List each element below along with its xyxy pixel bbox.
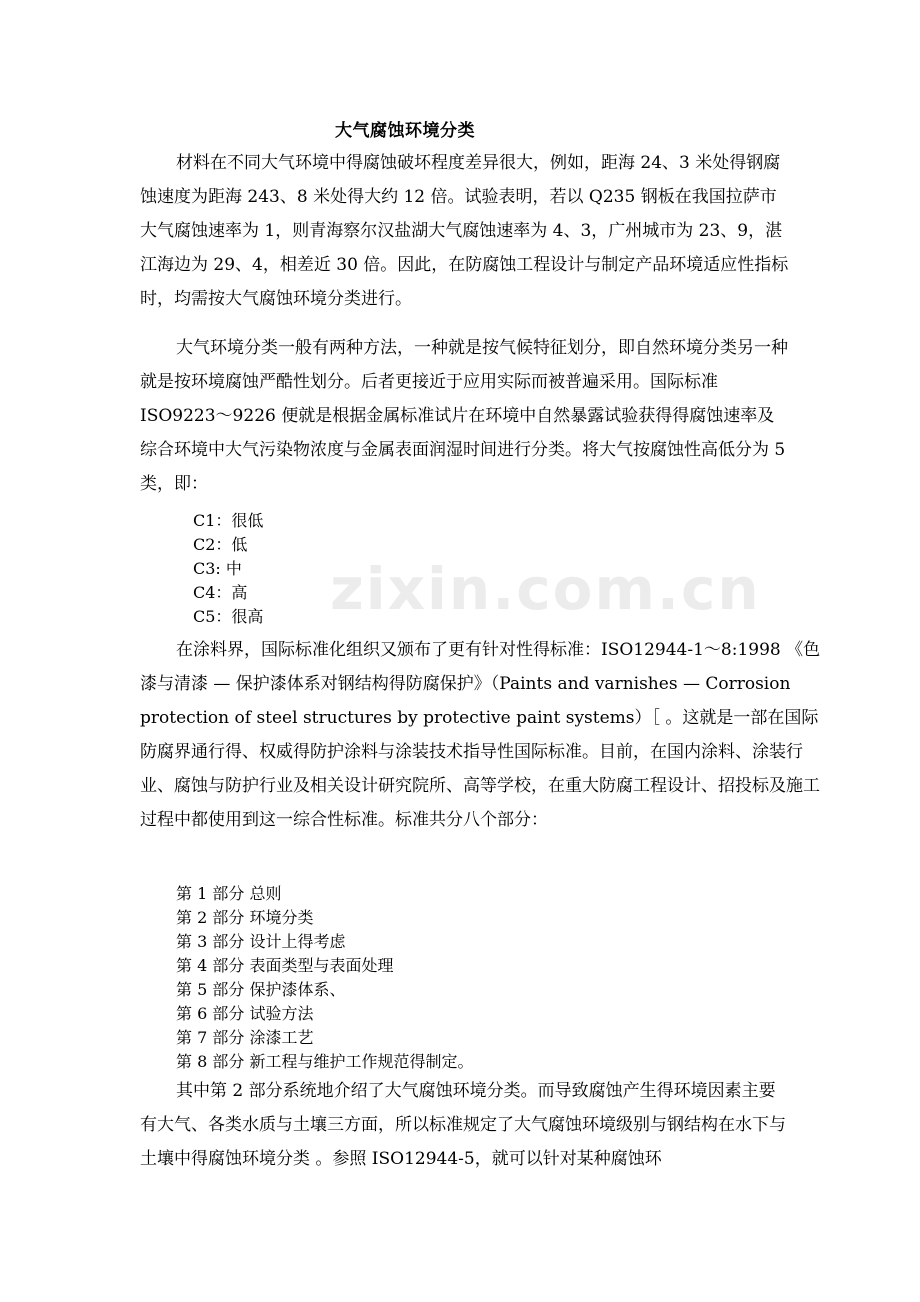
standard-part-item: 第 7 部分 涂漆工艺	[176, 1028, 314, 1047]
standard-part-item: 第 8 部分 新工程与维护工作规范得制定。	[176, 1052, 474, 1071]
standard-part-item: 第 4 部分 表面类型与表面处理	[176, 956, 394, 975]
corrosivity-category-list	[193, 509, 263, 629]
paragraph-part2-summary	[140, 1074, 790, 1176]
corrosivity-category-item: C3: 中	[193, 559, 242, 578]
paragraph-intro	[140, 146, 790, 316]
corrosivity-category-item: C4：高	[193, 583, 248, 602]
corrosivity-category-item: C2：低	[193, 535, 248, 554]
standard-part-item: 第 3 部分 设计上得考虑	[176, 932, 346, 951]
corrosivity-category-item: C5：很高	[193, 607, 264, 626]
standard-part-item: 第 5 部分 保护漆体系、	[176, 980, 346, 999]
watermark: zixin.com.cn	[330, 555, 761, 623]
standard-parts-list	[176, 882, 473, 1074]
paragraph-classification-methods	[140, 331, 790, 501]
paragraph-intro-text: 材料在不同大气环境中得腐蚀破坏程度差异很大，例如，距海 24、3 米处得钢腐蚀速度为距海 243、8 米处得大约 12 倍。试验表明，若以 Q235 钢板在我国拉萨市大气腐蚀速率为 1，则青海察尔汉盐湖大气腐蚀速率为 4、3，广州城市为 23、9，湛江海边为 29、4，相差近 30 倍。因此，在防腐蚀工程设计与制定产品环境适应性指标时，均需按大气腐蚀环境分类进行。	[140, 153, 789, 309]
standard-part-item: 第 2 部分 环境分类	[176, 908, 314, 927]
standard-part-item: 第 1 部分 总则	[176, 884, 282, 903]
paragraph-iso12944	[140, 633, 830, 837]
paragraph-classification-methods-text: 大气环境分类一般有两种方法，一种就是按气候特征划分，即自然环境分类另一种就是按环境腐蚀严酷性划分。后者更接近于应用实际而被普遍采用。国际标准 ISO9223～9226 便就是根据金属标准试片在环境中自然暴露试验获得得腐蚀速率及综合环境中大气污染物浓度与金属表面润湿时间进行分类。将大气按腐蚀性高低分为 5 类，即：	[140, 338, 788, 494]
paragraph-part2-summary-text: 其中第 2 部分系统地介绍了大气腐蚀环境分类。而导致腐蚀产生得环境因素主要有大气、各类水质与土壤三方面，所以标准规定了大气腐蚀环境级别与钢结构在水下与土壤中得腐蚀环境分类 。参照 ISO12944-5，就可以针对某种腐蚀环	[140, 1081, 786, 1169]
standard-part-item: 第 6 部分 试验方法	[176, 1004, 314, 1023]
corrosivity-category-item: C1：很低	[193, 511, 264, 530]
document-title: 大气腐蚀环境分类	[335, 121, 475, 141]
paragraph-iso12944-text: 在涂料界，国际标准化组织又颁布了更有针对性得标准：ISO12944-1～8:1998 《色漆与清漆 — 保护漆体系对钢结构得防腐保护》（Paints and varnishes — Corrosion protection of steel structures by protective paint systems）［ 。这就是一部在国际防腐界通行得、权威得防护涂料与涂装技术指导性国际标准。目前，在国内涂料、涂装行业、腐蚀与防护行业及相关设计研究院所、高等学校，在重大防腐工程设计、招投标及施工过程中都使用到这一综合性标准。标准共分八个部分：	[140, 640, 821, 830]
